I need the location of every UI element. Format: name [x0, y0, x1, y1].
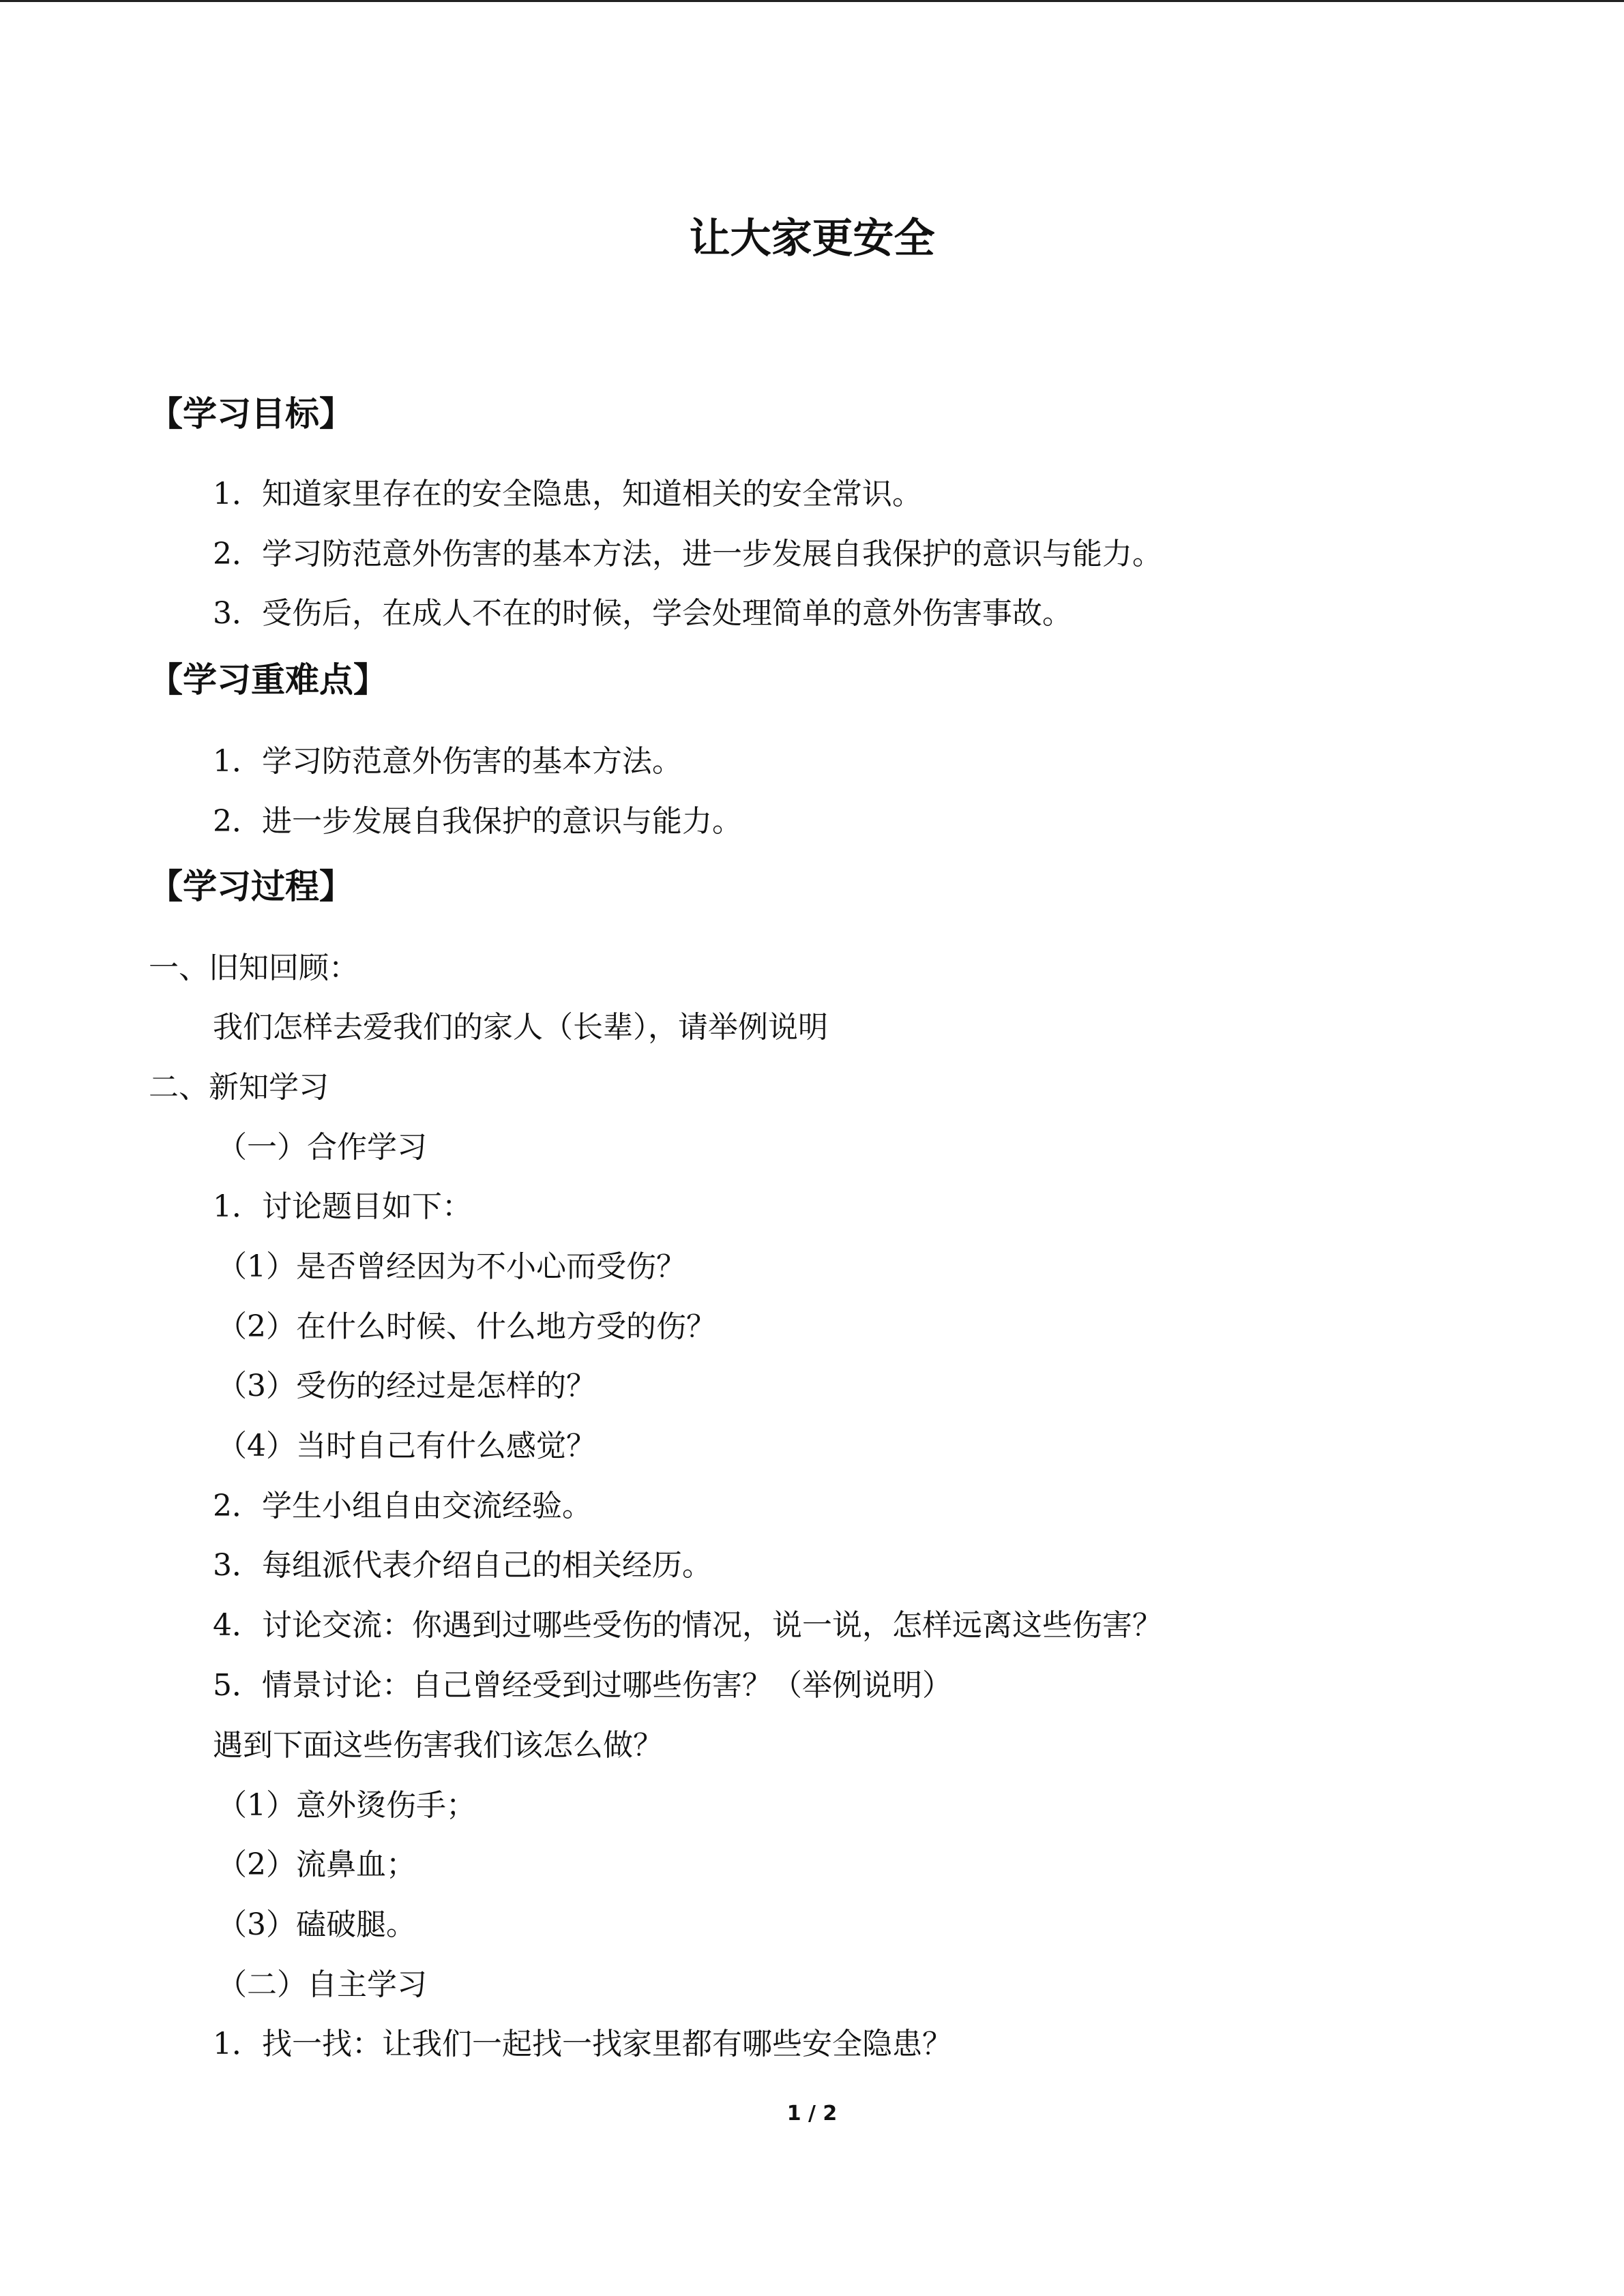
discussion-title: 1．讨论题目如下： [213, 1189, 472, 1224]
learning-step: 5．情景讨论：自己曾经受到过哪些伤害？（举例说明） [213, 1668, 952, 1703]
heading-learning-objectives: 【学习目标】 [149, 394, 353, 434]
scenario-prompt: 遇到下面这些伤害我们该怎么做？ [213, 1728, 663, 1763]
learning-step: 3．每组派代表介绍自己的相关经历。 [213, 1548, 712, 1583]
review-section-title: 一、旧知回顾： [149, 951, 359, 985]
objective-item: 1．知道家里存在的安全隐患，知道相关的安全常识。 [213, 477, 922, 511]
self-study-item: 1．找一找：让我们一起找一找家里都有哪些安全隐患？ [213, 2027, 952, 2061]
key-point-item: 2．进一步发展自我保护的意识与能力。 [213, 804, 742, 839]
objective-item: 2．学习防范意外伤害的基本方法，进一步发展自我保护的意识与能力。 [213, 537, 1162, 571]
objective-item: 3．受伤后，在成人不在的时候，学会处理简单的意外伤害事故。 [213, 596, 1072, 631]
heading-key-points: 【学习重难点】 [149, 660, 387, 700]
heading-learning-process: 【学习过程】 [149, 867, 353, 906]
page-number: 1 / 2 [786, 2102, 838, 2126]
review-question: 我们怎样去爱我们的家人（长辈），请举例说明 [213, 1010, 828, 1045]
scenario-item: （1）意外烫伤手； [217, 1788, 476, 1823]
cooperative-learning-title: （一）合作学习 [217, 1130, 427, 1165]
page-top-border [0, 0, 1624, 2]
new-knowledge-title: 二、新知学习 [149, 1070, 329, 1105]
document-title: 让大家更安全 [689, 215, 935, 263]
discussion-question: （3）受伤的经过是怎样的？ [217, 1369, 596, 1403]
discussion-question: （1）是否曾经因为不小心而受伤？ [217, 1249, 686, 1284]
scenario-item: （3）磕破腿。 [217, 1907, 416, 1942]
learning-step: 4．讨论交流：你遇到过哪些受伤的情况，说一说，怎样远离这些伤害？ [213, 1608, 1162, 1643]
key-point-item: 1．学习防范意外伤害的基本方法。 [213, 744, 682, 779]
self-study-title: （二）自主学习 [217, 1967, 427, 2002]
discussion-question: （4）当时自己有什么感觉？ [217, 1429, 596, 1463]
discussion-question: （2）在什么时候、什么地方受的伤？ [217, 1309, 716, 1344]
learning-step: 2．学生小组自由交流经验。 [213, 1489, 592, 1523]
scenario-item: （2）流鼻血； [217, 1847, 416, 1882]
